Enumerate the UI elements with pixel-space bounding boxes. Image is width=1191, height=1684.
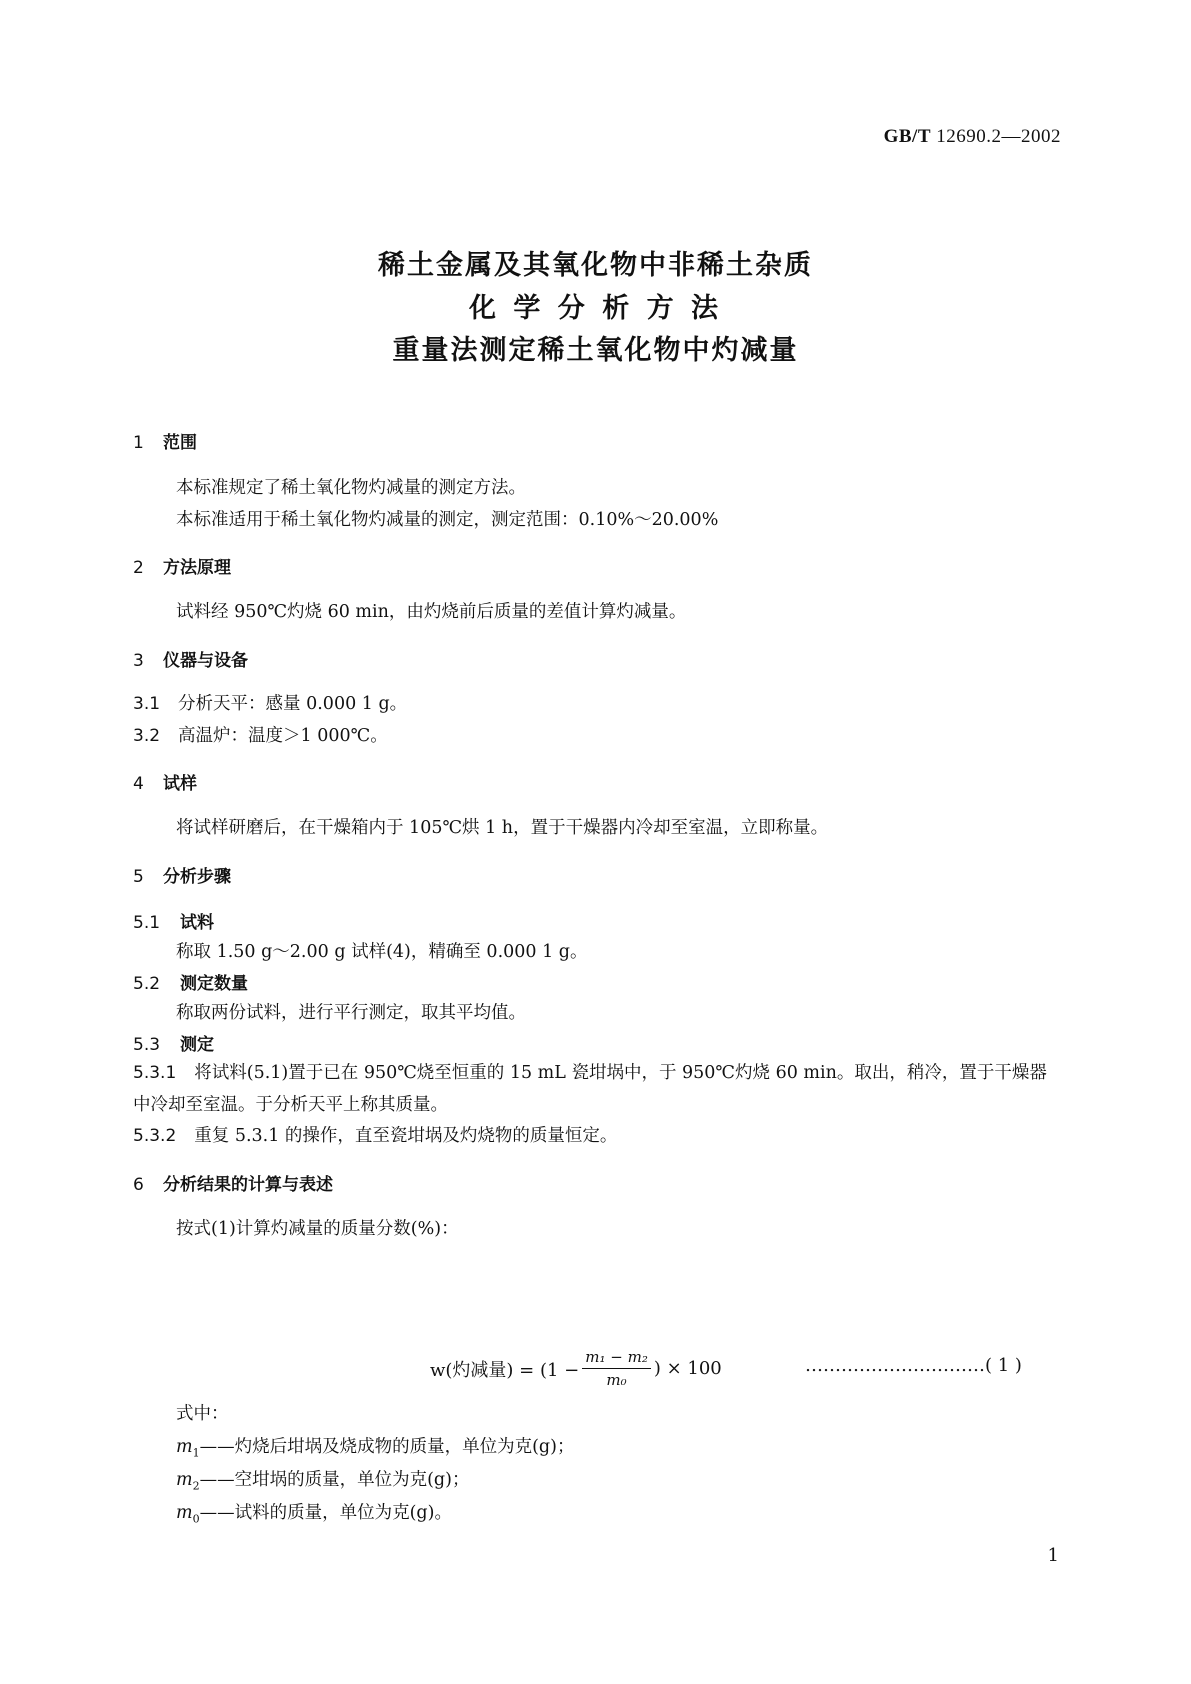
section-3-heading: 3 仪器与设备 — [133, 651, 248, 671]
formula-rhs: ) × 100 — [653, 1358, 722, 1379]
subsection-5-2-heading: 5.2 测定数量 — [133, 974, 249, 994]
title-line-2: 化 学 分 析 方 法 — [469, 293, 722, 324]
formula-fraction — [582, 1348, 651, 1389]
variable-definition: $m_2——$空坩埚的质量，单位为克(g)； — [176, 1470, 470, 1493]
title-line-3: 重量法测定稀土氧化物中灼减量 — [392, 335, 799, 366]
formula-lhs: w(灼减量) = (1 − — [430, 1359, 580, 1381]
standard-code: 12690.2—2002 — [936, 126, 1061, 147]
formula — [430, 1348, 722, 1389]
standard-prefix: GB/T — [883, 126, 931, 147]
clause-3-1: 3.1 分析天平：感量 0.000 1 g。 — [133, 694, 408, 714]
clause-5-3-2: 5.3.2 重复 5.3.1 的操作，直至瓷坩埚及灼烧物的质量恒定。 — [133, 1126, 618, 1146]
where-label: 式中： — [176, 1404, 229, 1424]
fraction-numerator: m₁ − m₂ — [582, 1348, 651, 1369]
section-4-paragraph: 将试样研磨后，在干燥箱内于 105℃烘 1 h，置于干燥器内冷却至室温，立即称量。 — [176, 818, 829, 838]
variable-definition: $m_1——$灼烧后坩埚及烧成物的质量，单位为克(g)； — [176, 1437, 575, 1460]
title-line-1: 稀土金属及其氧化物中非稀土杂质 — [378, 250, 813, 281]
standard-number — [884, 126, 1061, 148]
section-1-paragraph-2: 本标准适用于稀土氧化物灼减量的测定，测定范围：0.10%～20.00% — [176, 510, 719, 530]
clause-3-2: 3.2 高温炉：温度＞1 000℃。 — [133, 726, 388, 746]
section-number: 1 — [133, 433, 144, 453]
equation-number: …………………………( 1 ) — [805, 1355, 1022, 1376]
subsection-5-2-paragraph: 称取两份试料，进行平行测定，取其平均值。 — [176, 1003, 526, 1023]
section-2-paragraph: 试料经 950℃灼烧 60 min，由灼烧前后质量的差值计算灼减量。 — [176, 602, 687, 622]
section-1-paragraph-1: 本标准规定了稀土氧化物灼减量的测定方法。 — [176, 478, 526, 498]
page-number: 1 — [1047, 1545, 1059, 1566]
section-2-heading: 2 方法原理 — [133, 558, 231, 578]
formula-intro: 按式(1)计算灼减量的质量分数(%)： — [176, 1219, 459, 1239]
fraction-denominator: m₀ — [606, 1371, 627, 1389]
section-6-heading: 6 分析结果的计算与表述 — [133, 1175, 333, 1195]
section-4-heading: 4 试样 — [133, 774, 197, 794]
subsection-5-3-heading: 5.3 测定 — [133, 1035, 215, 1055]
section-5-heading: 5 分析步骤 — [133, 867, 231, 887]
variable-definition: $m_0——$试料的质量，单位为克(g)。 — [176, 1503, 452, 1526]
subsection-5-1-heading: 5.1 试料 — [133, 913, 215, 933]
section-1-heading: 1 范围 — [133, 433, 197, 453]
clause-5-3-1: 5.3.1 将试料(5.1)置于已在 950℃烧至恒重的 15 mL 瓷坩埚中，于 950℃灼烧 60 min。取出，稍冷，置于干燥器中冷却至室温。于分析天平上称其质量。 — [133, 1063, 1047, 1115]
subsection-5-1-paragraph: 称取 1.50 g～2.00 g 试样(4)，精确至 0.000 1 g。 — [176, 942, 588, 962]
